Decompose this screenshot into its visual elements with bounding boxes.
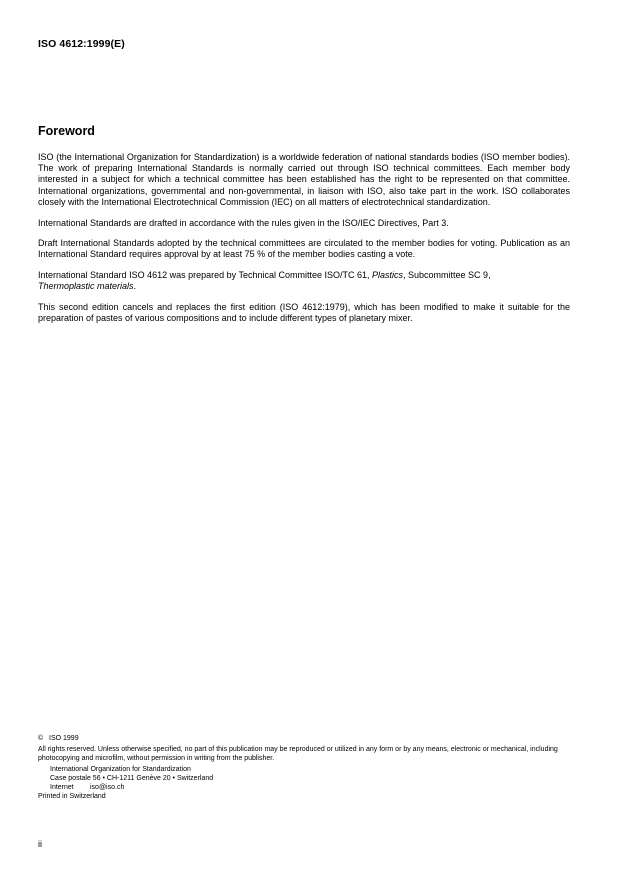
rights-notice: All rights reserved. Unless otherwise specified, no part of this publication may be reproduced or utilized in any form or by any means, electronic or mechanical, including photocopying and microfilm, without permission in writing from the publisher. — [38, 746, 558, 763]
foreword-paragraph-1: ISO (the International Organization for Standardization) is a worldwide federation of national standards bodies (ISO member bodies). The work of preparing International Standards is normally carried out through ISO technical committees. Each member body interested in a subject for which a technical committee has been established has the right to be represented on that committee. International organizations, governmental and non-governmental, in liaison with ISO, also take part in the work. ISO collaborates closely with the International Electrotechnical Commission (IEC) on all matters of electrotechnical standardization. — [38, 152, 570, 207]
internet-email: iso@iso.ch — [90, 784, 125, 792]
printed-in: Printed in Switzerland — [38, 793, 106, 801]
foreword-title: Foreword — [38, 124, 95, 138]
copyright-line — [38, 734, 578, 743]
p4-text-before: International Standard ISO 4612 was prepared by Technical Committee ISO/TC 61, — [38, 270, 373, 281]
org-name: International Organization for Standardization — [50, 765, 191, 773]
p4-text-after: . — [133, 281, 137, 292]
p4-italic-plastics: Plastics — [372, 270, 404, 281]
org-address: Case postale 56 • CH-1211 Genève 20 • Switzerland — [50, 774, 214, 782]
internet-label: Internet — [50, 784, 74, 792]
p4-italic-thermoplastic: Thermoplastic materials — [38, 281, 134, 292]
document-code: ISO 4612:1999(E) — [38, 38, 125, 50]
foreword-paragraph-3: Draft International Standards adopted by the technical committees are circulated to the member bodies for voting. Publication as an International Standard requires approval by at least 75 % of the member bodies casting a vote. — [38, 238, 570, 260]
page-number: ii — [38, 839, 42, 849]
org-internet — [38, 783, 578, 792]
foreword-paragraph-5: This second edition cancels and replaces the first edition (ISO 4612:1979), which has been modified to make it suitable for the preparation of pastes of various compositions and to include different types of planetary mixer. — [38, 302, 570, 324]
copyright-text: ISO 1999 — [49, 735, 79, 742]
copyright-symbol: © — [38, 735, 44, 742]
foreword-section — [38, 124, 570, 334]
p4-text-middle: , Subcommittee SC 9, — [403, 270, 491, 281]
copyright-footer — [38, 734, 578, 801]
foreword-paragraph-2: International Standards are drafted in accordance with the rules given in the ISO/IEC Directives, Part 3. — [38, 217, 449, 228]
foreword-paragraph-4 — [38, 270, 570, 292]
